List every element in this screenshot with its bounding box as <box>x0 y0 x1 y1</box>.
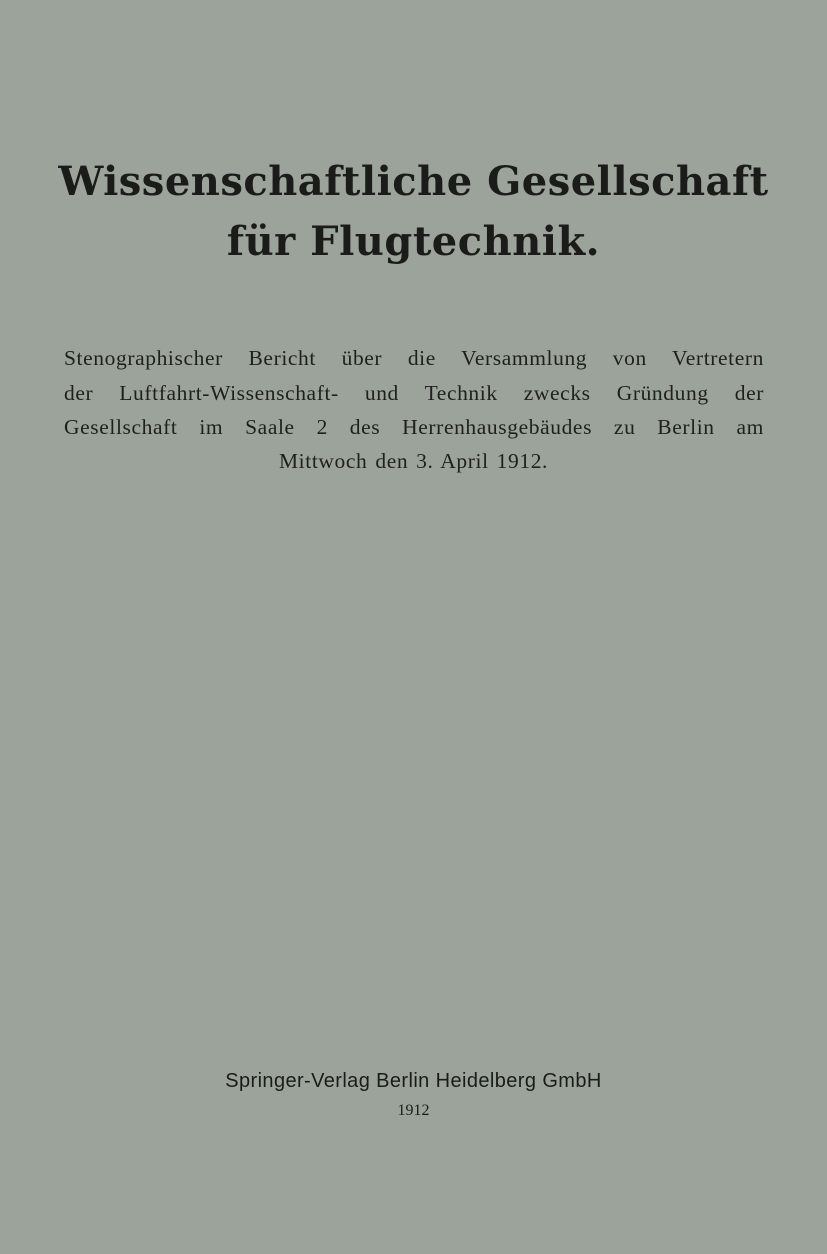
title-line-2: für Flugtechnik. <box>226 218 601 265</box>
publication-year: 1912 <box>397 1102 430 1119</box>
subtitle-line-4: Mittwoch den 3. April 1912. <box>278 449 549 473</box>
subtitle-line-1: Stenographischer Bericht über die Versammlung von Vertretern <box>64 346 764 370</box>
subtitle-line-3: Gesellschaft im Saale 2 des Herrenhausgebäudes zu Berlin am <box>64 415 764 439</box>
publisher-name: Springer-Verlag Berlin Heidelberg GmbH <box>225 1070 602 1092</box>
subtitle-line-2: der Luftfahrt-Wissenschaft- und Technik zwecks Gründung der <box>64 381 764 405</box>
title-line-1: Wissenschaftliche Gesellschaft <box>58 158 769 205</box>
